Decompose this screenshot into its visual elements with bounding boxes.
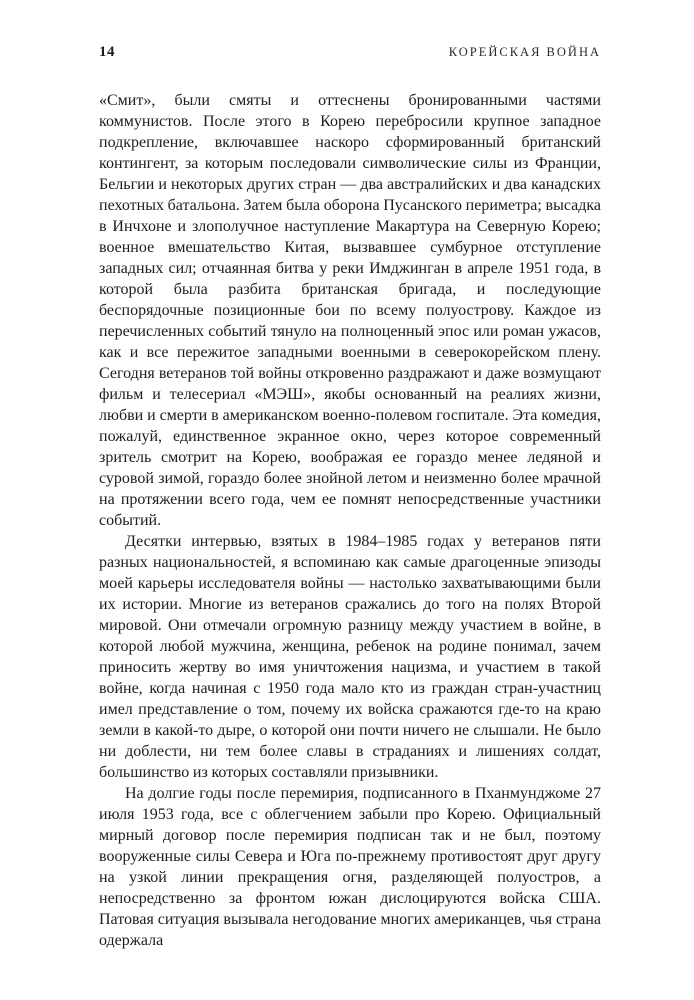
page-number: 14 <box>99 44 115 60</box>
body-text <box>99 90 601 951</box>
paragraph: «Смит», были смяты и оттеснены бронированными частями коммунистов. После этого в Корею перебросили крупное западное подкрепление, включавшее наскоро сформированный британский контингент, за которым последовали символические силы из Франции, Бельгии и некоторых других стран — два австралийских и два канадских пехотных батальона. Затем была оборона Пусанского периметра; высадка в Инчхоне и злополучное наступление Макартура на Северную Корею; военное вмешательство Китая, вызвавшее сумбурное отступление западных сил; отчаянная битва у реки Имджинган в апреле 1951 года, в которой была разбита британская бригада, и последующие беспорядочные позиционные бои по всему полуострову. Каждое из перечисленных событий тянуло на полноценный эпос или роман ужасов, как и все пережитое западными военными в северокорейском плену. Сегодня ветеранов той войны откровенно раздражают и даже возмущают фильм и телесериал «МЭШ», якобы основанный на реалиях жизни, любви и смерти в американском военно-полевом госпитале. Эта комедия, пожалуй, единственное экранное окно, через которое современный зритель смотрит на Корею, воображая ее гораздо менее ледяной и суровой зимой, гораздо более знойной летом и неизменно более мрачной на протяжении всего года, чем ее помнят непосредственные участники событий. <box>99 92 602 529</box>
chapter-title: КОРЕЙСКАЯ ВОЙНА <box>448 45 601 59</box>
paragraph: На долгие годы после перемирия, подписанного в Пханмунджоме 27 июля 1953 года, все с облегчением забыли про Корею. Официальный мирный договор после перемирия подписан так и не был, поэтому вооруженные силы Севера и Юга по-прежнему противостоят друг другу на узкой линии прекращения огня, разделяющей полуостров, а непосредственно за фронтом южан дислоцируются войска США. Патовая ситуация вызывала негодование многих американцев, чья страна одержала <box>99 785 601 949</box>
paragraph: Десятки интервью, взятых в 1984–1985 годах у ветеранов пяти разных национальностей, я вспоминаю как самые драгоценные эпизоды моей карьеры исследователя войны — настолько захватывающими были их истории. Многие из ветеранов сражались до того на полях Второй мировой. Они отмечали огромную разницу между участием в войне, в которой любой мужчина, женщина, ребенок на родине понимал, зачем приносить жертву во имя уничтожения нацизма, и участием в такой войне, когда начиная с 1950 года мало кто из граждан стран-участниц имел представление о том, почему их войска сражаются где-то на краю земли в какой-то дыре, о которой они почти ничего не слышали. Не было ни доблести, ни тем более славы в страданиях и лишениях солдат, большинство из которых составляли призывники. <box>99 533 601 781</box>
running-head <box>99 44 601 61</box>
